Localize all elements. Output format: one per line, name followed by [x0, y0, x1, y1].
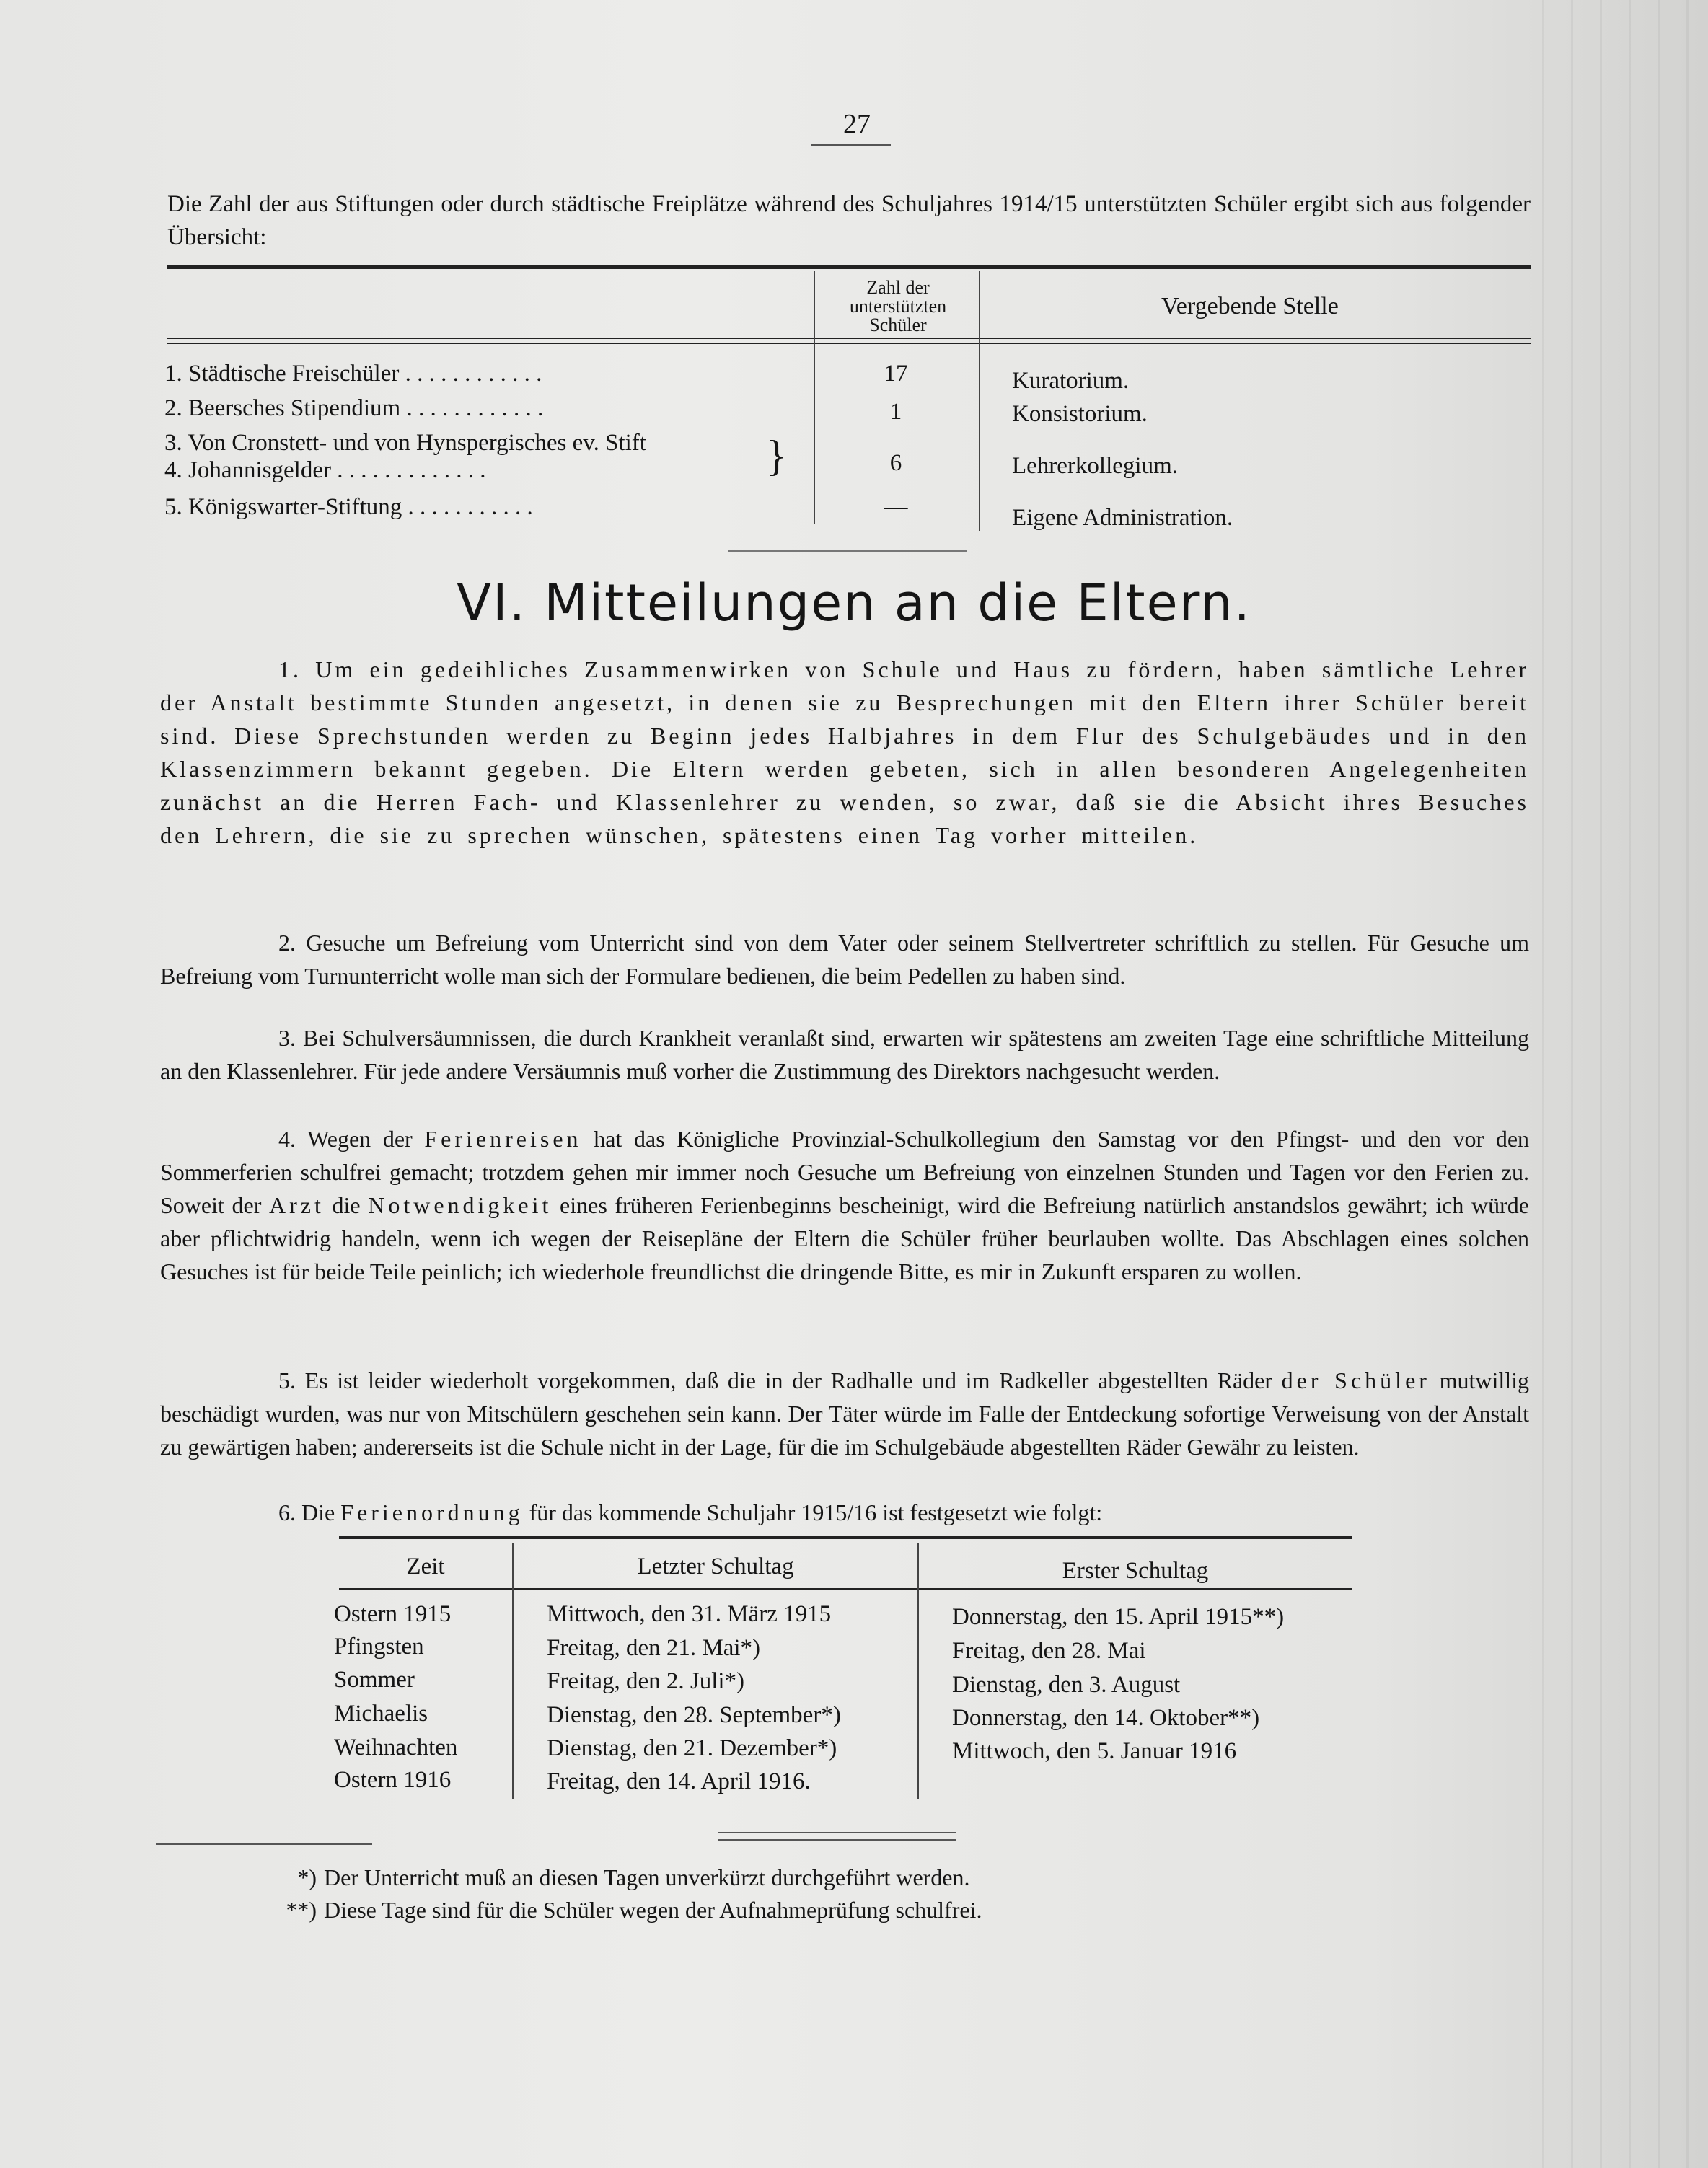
table-group-stelle: Lehrerkollegium. — [1012, 453, 1179, 479]
ferien-cell-letzter: Mittwoch, den 31. März 1915 — [547, 1601, 832, 1627]
ferien-cell-letzter: Freitag, den 2. Juli*) — [547, 1668, 745, 1694]
ferien-cell-erster: Dienstag, den 3. August — [952, 1672, 1181, 1698]
ferien-column-divider-1 — [512, 1543, 514, 1799]
table-row-name: 4. Johannisgelder . . . . . . . . . . . . . — [164, 457, 486, 483]
ferien-cell-erster: Donnerstag, den 14. Oktober**) — [952, 1705, 1260, 1731]
paragraph-5-text: mutwillig beschädigt wurden, was nur von Mitschülern geschehen sein kann. Der Täter würde im Falle der Entdeckung sofortige Verweisung von der Anstalt zu gewärtigen haben; andererseits ist die Schule nicht in der Lage, für die im Schulgebäude abgestellten Räder Gewähr zu leisten. — [160, 1367, 1530, 1460]
header-count: Zahl der unterstützten Schüler — [849, 277, 947, 335]
paragraph-3: 3. Bei Schulversäumnissen, die durch Krankheit veranlaßt sind, erwarten wir spätestens am zweiten Tage eine schriftliche Mitteilung an den Klassenlehrer. Für jede andere Versäumnis muß vorher die Zustimmung des Direktors nachgesucht werden. — [160, 1025, 1529, 1084]
paragraph-5-text: 5. Es ist leider wiederholt vorgekommen, daß die in der Radhalle und im Radkeller abgestellten Räder — [278, 1367, 1273, 1393]
paragraph-1: 1. Um ein gedeihliches Zusammenwirken von Schule und Haus zu fördern, haben sämtliche Lehrer der Anstalt bestimmte Stunden angesetzt, in denen sie zu Besprechungen mit den Eltern ihrer Schüler bereit sind. Diese Sprechstunden werden zu Beginn jedes Halbjahres in dem Flur des Schulgebäudes und in den Klassenzimmern bekannt gegeben. Die Eltern werden gebeten, sich in allen besonderen Angelegenheiten zunächst an die Herren Fach- und Klassenlehrer zu wenden, so zwar, daß sie die Absicht ihres Besuches den Lehrern, die sie zu sprechen wünschen, spätestens einen Tag vorher mitteilen. — [160, 656, 1529, 848]
ferien-cell-erster: Freitag, den 28. Mai — [952, 1638, 1146, 1664]
table-group-count: 6 — [889, 450, 902, 476]
paragraph-4-text: hat das Königliche Provinzial-Schulkollegium den Samstag vor den Pfingst- und den vor den Sommerferien schulfrei gemacht; trotzdem gehen mir immer noch Gesuche um Befreiung von einzelnen Stunden und Tagen vor den Ferien zu. Soweit der — [160, 1126, 1530, 1218]
ferien-cell-erster: Mittwoch, den 5. Januar 1916 — [952, 1738, 1237, 1764]
group-brace: } — [766, 432, 787, 480]
ferien-cell-letzter: Freitag, den 14. April 1916. — [547, 1768, 811, 1794]
table-row-stelle: Eigene Administration. — [1012, 505, 1233, 531]
ferien-header-zeit: Zeit — [406, 1554, 445, 1579]
header-rule-2 — [167, 343, 1531, 344]
section-heading: VI. Mitteilungen an die Eltern. — [457, 573, 1251, 633]
paragraph-6-text: für das kommende Schuljahr 1915/16 ist festgesetzt wie folgt: — [529, 1499, 1103, 1525]
paragraph-4-text: 4. Wegen der — [278, 1126, 413, 1152]
footnote-separator-rule-2 — [718, 1839, 956, 1841]
emphasis-ferienordnung: Ferienordnung — [340, 1499, 524, 1525]
table-row-count: 17 — [884, 361, 908, 387]
paragraph-4-text: eines früheren Ferienbeginns bescheinigt, wird die Befreiung natürlich anstandslos gewährt; ich würde aber pflichtwidrig handeln, wenn ich wegen der Reisepläne der Eltern die Schüler früher beurlauben wollte. Das Abschlagen eines solchen Gesuches ist für beide Teile peinlich; ich wiederhole freundlichst die dringende Bitte, es mir in Zukunft ersparen zu wollen. — [160, 1192, 1530, 1285]
table-row-name: 3. Von Cronstett- und von Hynspergisches ev. Stift — [164, 430, 646, 456]
bleed-through-strip — [1542, 0, 1708, 2168]
emphasis-der-schueler: der Schüler — [1281, 1367, 1430, 1393]
emphasis-notwendigkeit: Notwendigkeit — [368, 1192, 553, 1218]
footnote-mark: **) — [286, 1897, 317, 1923]
header-rule-1 — [167, 338, 1531, 339]
table-row-name: 5. Königswarter-Stiftung . . . . . . . . . . . — [164, 494, 533, 520]
table-top-rule — [167, 265, 1531, 269]
paragraph-2: 2. Gesuche um Befreiung vom Unterricht sind von dem Vater oder seinem Stellvertreter schriftlich zu stellen. Für Gesuche um Befreiung vom Turnunterricht wolle man sich der Formulare bedienen, die beim Pedellen zu haben sind. — [160, 930, 1529, 989]
heading-ornament-rule — [728, 550, 967, 552]
table-row-name: 2. Beersches Stipendium . . . . . . . . . . . . — [164, 395, 544, 421]
ferien-cell-zeit: Sommer — [334, 1667, 415, 1693]
footnote-text: Der Unterricht muß an diesen Tagen unverkürzt durchgeführt werden. — [324, 1864, 970, 1890]
paragraph-5 — [160, 1364, 1529, 1463]
emphasis-ferienreisen: Ferienreisen — [424, 1126, 582, 1152]
ferien-cell-letzter: Dienstag, den 21. Dezember*) — [547, 1735, 837, 1761]
ferien-header-letzter: Letzter Schultag — [637, 1554, 794, 1579]
footnote-text: Diese Tage sind für die Schüler wegen der Aufnahmeprüfung schulfrei. — [324, 1897, 982, 1923]
ferien-cell-zeit: Ostern 1915 — [334, 1601, 452, 1627]
page-number-rule — [811, 144, 891, 146]
ferien-header-erster: Erster Schultag — [1062, 1558, 1209, 1584]
ferien-cell-letzter: Freitag, den 21. Mai*) — [547, 1635, 761, 1661]
table-row-stelle: Kuratorium. — [1012, 368, 1130, 394]
table-row-count: — — [884, 494, 908, 520]
paragraph-6 — [160, 1496, 1529, 1529]
paragraph-6-text: 6. Die — [278, 1499, 335, 1525]
ferien-cell-letzter: Dienstag, den 28. September*) — [547, 1702, 841, 1728]
paragraph-4 — [160, 1122, 1529, 1288]
table-column-divider-2 — [979, 271, 980, 531]
header-stelle: Vergebende Stelle — [1161, 293, 1339, 320]
paragraph-4-text: die — [332, 1192, 361, 1218]
footnote-2 — [270, 1897, 982, 1924]
ferien-header-rule — [339, 1588, 1352, 1590]
table-row-count: 1 — [889, 399, 902, 425]
ferien-column-divider-2 — [917, 1543, 919, 1799]
emphasis-arzt: Arzt — [269, 1192, 325, 1218]
ferien-cell-erster: Donnerstag, den 15. April 1915**) — [952, 1604, 1285, 1630]
table-row-stelle: Konsistorium. — [1012, 401, 1148, 427]
ferien-cell-zeit: Ostern 1916 — [334, 1767, 452, 1793]
page-number: 27 — [843, 109, 871, 139]
intro-text: Die Zahl der aus Stiftungen oder durch städtische Freiplätze während des Schuljahres 1914/15 unterstützten Schüler ergibt sich aus folgender Übersicht: — [167, 191, 1531, 250]
footnote-separator-rule-1 — [718, 1832, 956, 1833]
table-column-divider-1 — [814, 271, 815, 524]
footnote-separator-left — [156, 1843, 372, 1845]
ferien-table-top-rule — [339, 1536, 1352, 1539]
table-row-name: 1. Städtische Freischüler . . . . . . . . . . . . — [164, 361, 542, 387]
footnote-1 — [270, 1864, 970, 1891]
ferien-cell-zeit: Weihnachten — [334, 1735, 458, 1761]
footnote-mark: *) — [297, 1864, 317, 1890]
ferien-cell-zeit: Pfingsten — [334, 1634, 424, 1660]
ferien-cell-zeit: Michaelis — [334, 1701, 428, 1727]
